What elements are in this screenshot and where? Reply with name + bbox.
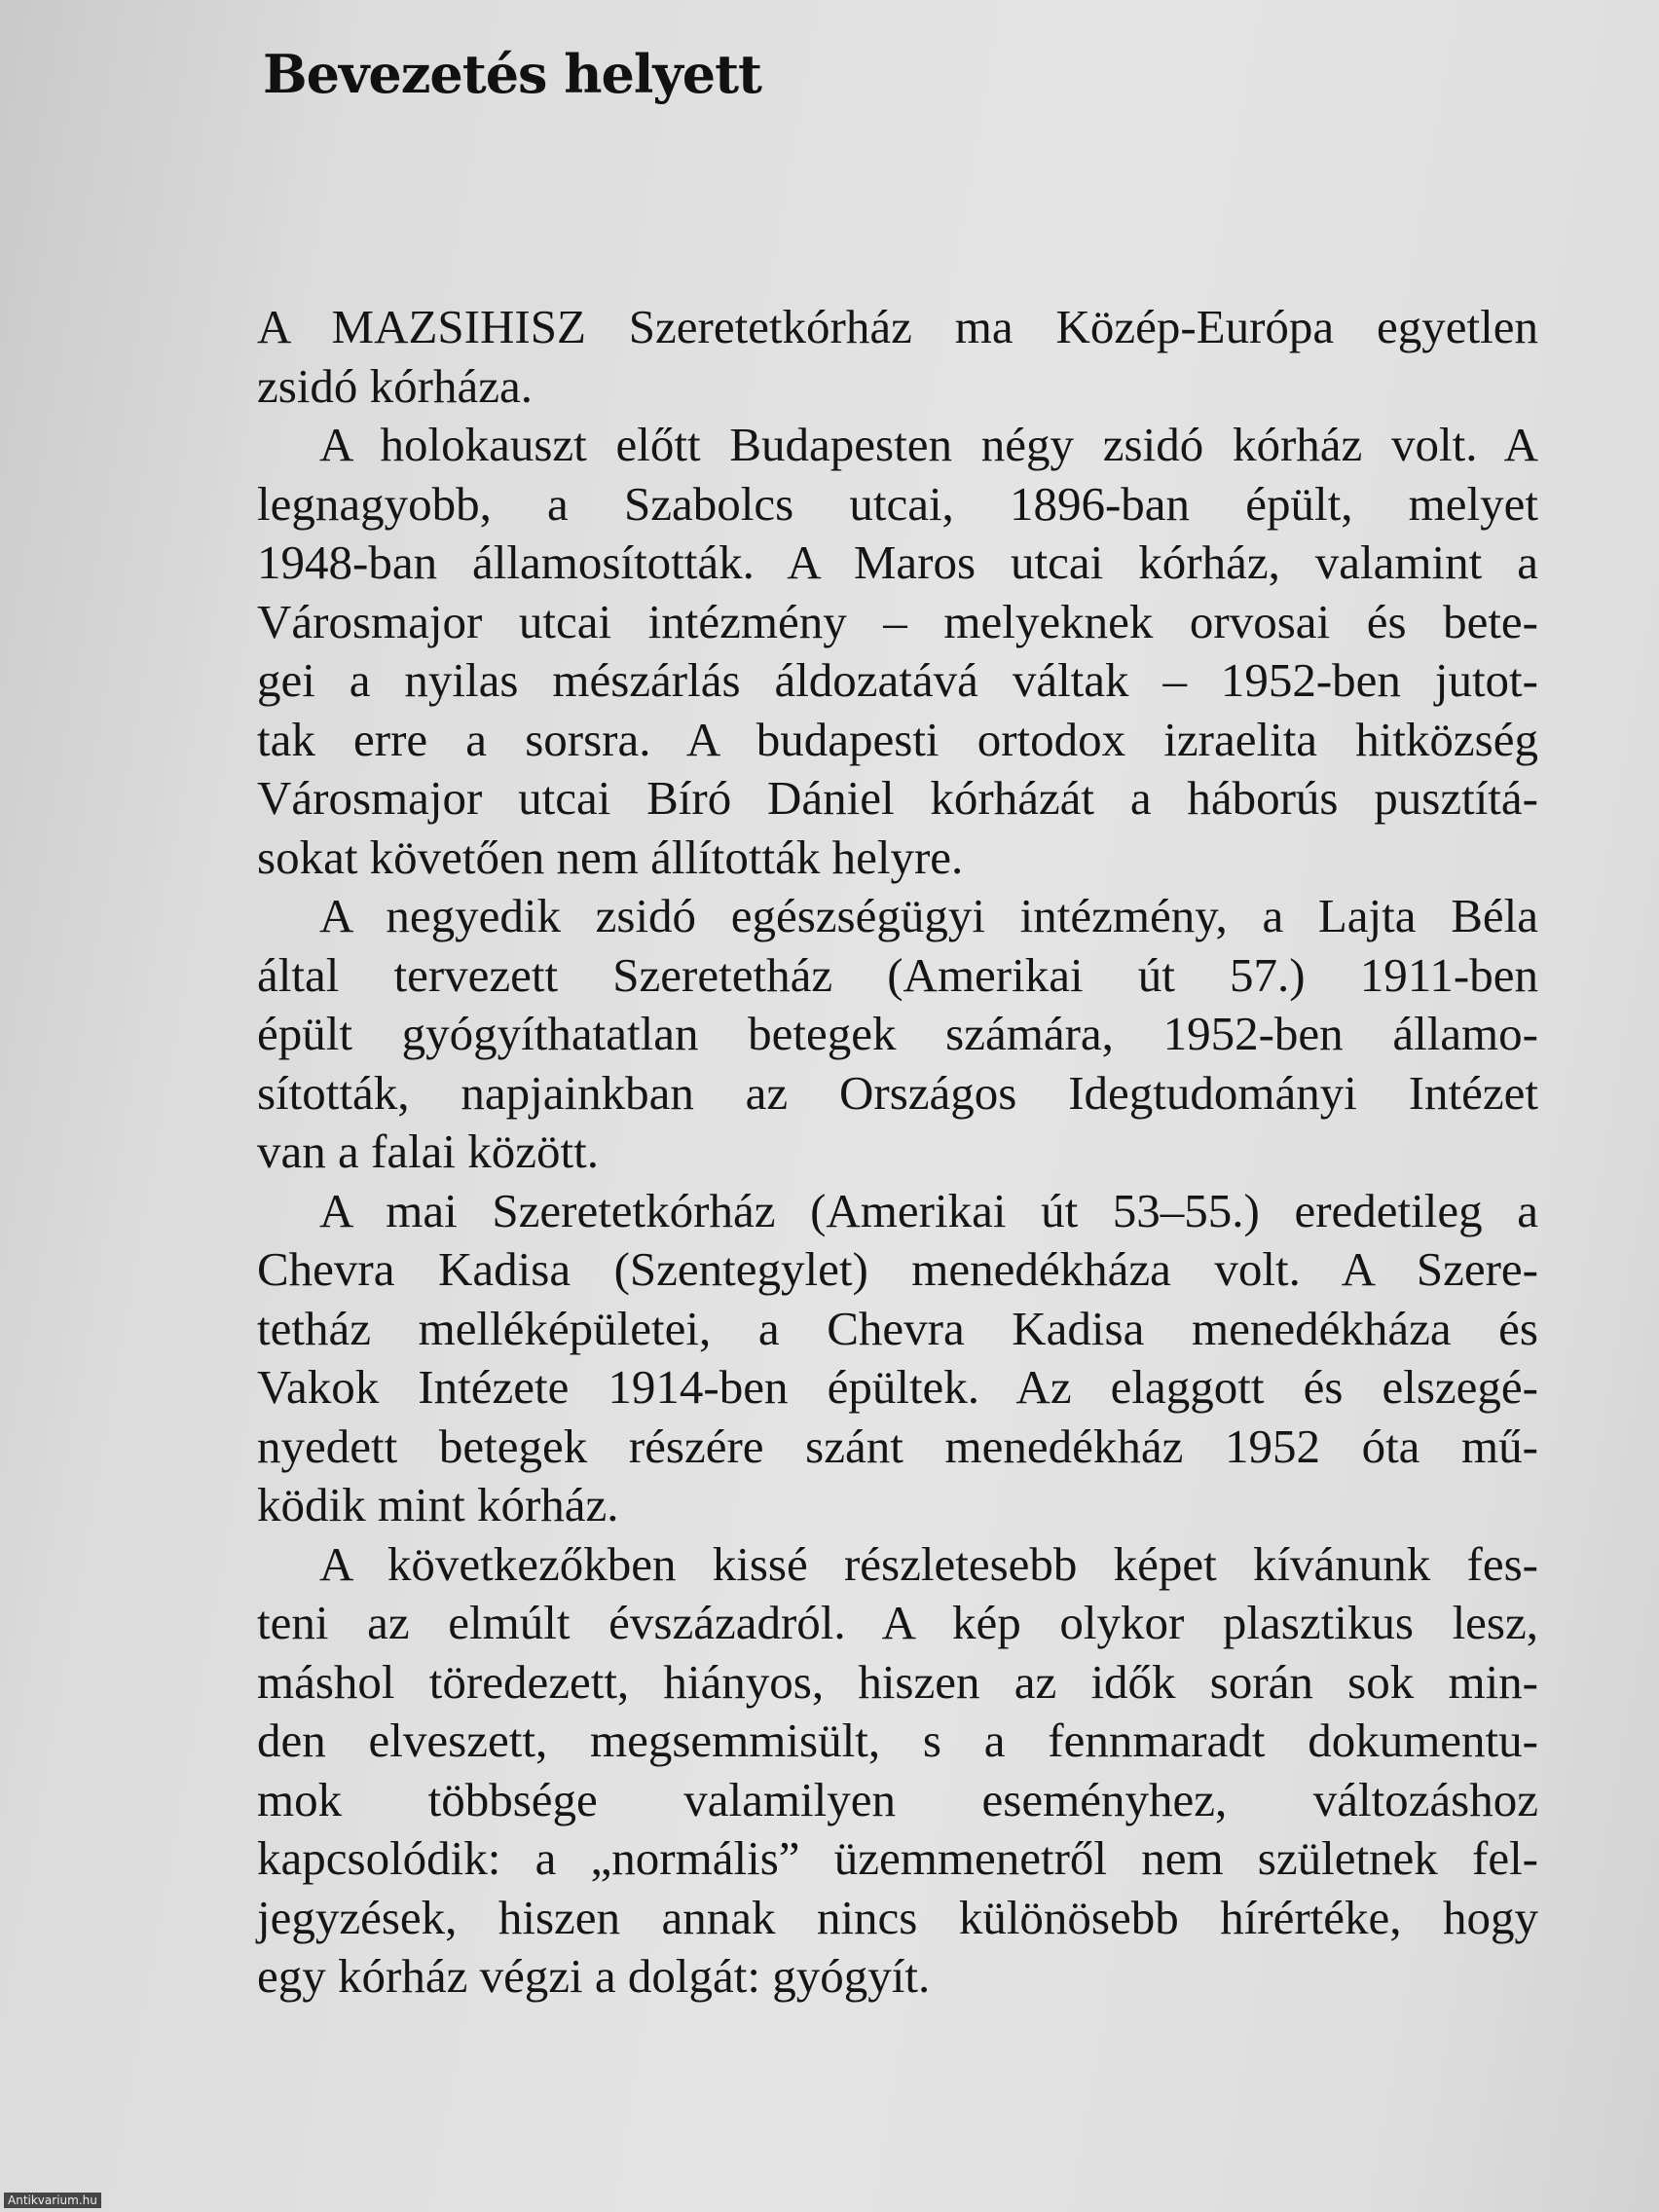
text-line: Városmajor utcai intézmény – melyeknek orvosai és bete- (257, 594, 1538, 648)
paragraph (257, 887, 1538, 1182)
text-line: gei a nyilas mészárlás áldozatává váltak – 1952-ben jutot- (257, 653, 1538, 707)
text-line: egy kórház végzi a dolgát: gyógyít. (257, 1949, 931, 2003)
text-line: sították, napjainkban az Országos Idegtudományi Intézet (257, 1065, 1538, 1120)
text-line: A negyedik zsidó egészségügyi intézmény, a Lajta Béla (319, 889, 1538, 942)
text-line: legnagyobb, a Szabolcs utcai, 1896-ban épült, melyet (257, 476, 1538, 531)
text-line: A következőkben kissé részletesebb képet kívánunk fes- (319, 1536, 1538, 1591)
text-line: den elveszett, megsemmisült, s a fennmaradt dokumentu- (257, 1714, 1538, 1767)
text-line: sokat követően nem állították helyre. (257, 830, 964, 884)
body-text (257, 298, 1538, 2007)
text-line: A mai Szeretetkórház (Amerikai út 53–55.) eredetileg a (319, 1183, 1538, 1237)
text-line: tak erre a sorsra. A budapesti ortodox izraelita hitközség (257, 712, 1538, 766)
text-line: Városmajor utcai Bíró Dániel kórházát a háborús pusztítá- (257, 771, 1538, 825)
text-line: 1948-ban államosították. A Maros utcai kórház, valamint a (257, 535, 1538, 589)
watermark: Antikvarium.hu (4, 2193, 101, 2208)
text-line: jegyzések, hiszen annak nincs különösebb hírértéke, hogy (257, 1890, 1538, 1944)
text-line: A MAZSIHISZ Szeretetkórház ma Közép-Európa egyetlen (257, 300, 1538, 353)
text-line: A holokauszt előtt Budapesten négy zsidó kórház volt. A (319, 418, 1538, 471)
text-line: mok többsége valamilyen eseményhez, változáshoz (257, 1772, 1538, 1826)
text-line: ködik mint kórház. (257, 1478, 619, 1531)
paragraph (257, 1182, 1538, 1535)
text-line: teni az elmúlt évszázadról. A kép olykor plasztikus lesz, (257, 1596, 1538, 1649)
page-heading: Bevezetés helyett (263, 43, 762, 105)
paragraph (257, 1535, 1538, 2007)
text-line: Vakok Intézete 1914-ben épültek. Az elaggott és elszegé- (257, 1360, 1538, 1414)
text-line: Chevra Kadisa (Szentegylet) menedékháza volt. A Szere- (257, 1242, 1538, 1296)
paragraph (257, 298, 1538, 416)
text-line: tetház melléképületei, a Chevra Kadisa menedékháza és (257, 1301, 1538, 1355)
text-line: épült gyógyíthatatlan betegek számára, 1952-ben államo- (257, 1007, 1538, 1060)
text-line: kapcsolódik: a „normális” üzemmenetről nem születnek fel- (257, 1831, 1538, 1885)
text-line: máshol töredezett, hiányos, hiszen az idők során sok min- (257, 1654, 1538, 1709)
paragraph (257, 416, 1538, 887)
text-line: zsidó kórháza. (257, 358, 533, 413)
text-line: nyedett betegek részére szánt menedékház 1952 óta mű- (257, 1419, 1538, 1473)
text-line: van a falai között. (257, 1124, 600, 1178)
text-line: által tervezett Szeretetház (Amerikai út 57.) 1911-ben (257, 947, 1538, 1002)
